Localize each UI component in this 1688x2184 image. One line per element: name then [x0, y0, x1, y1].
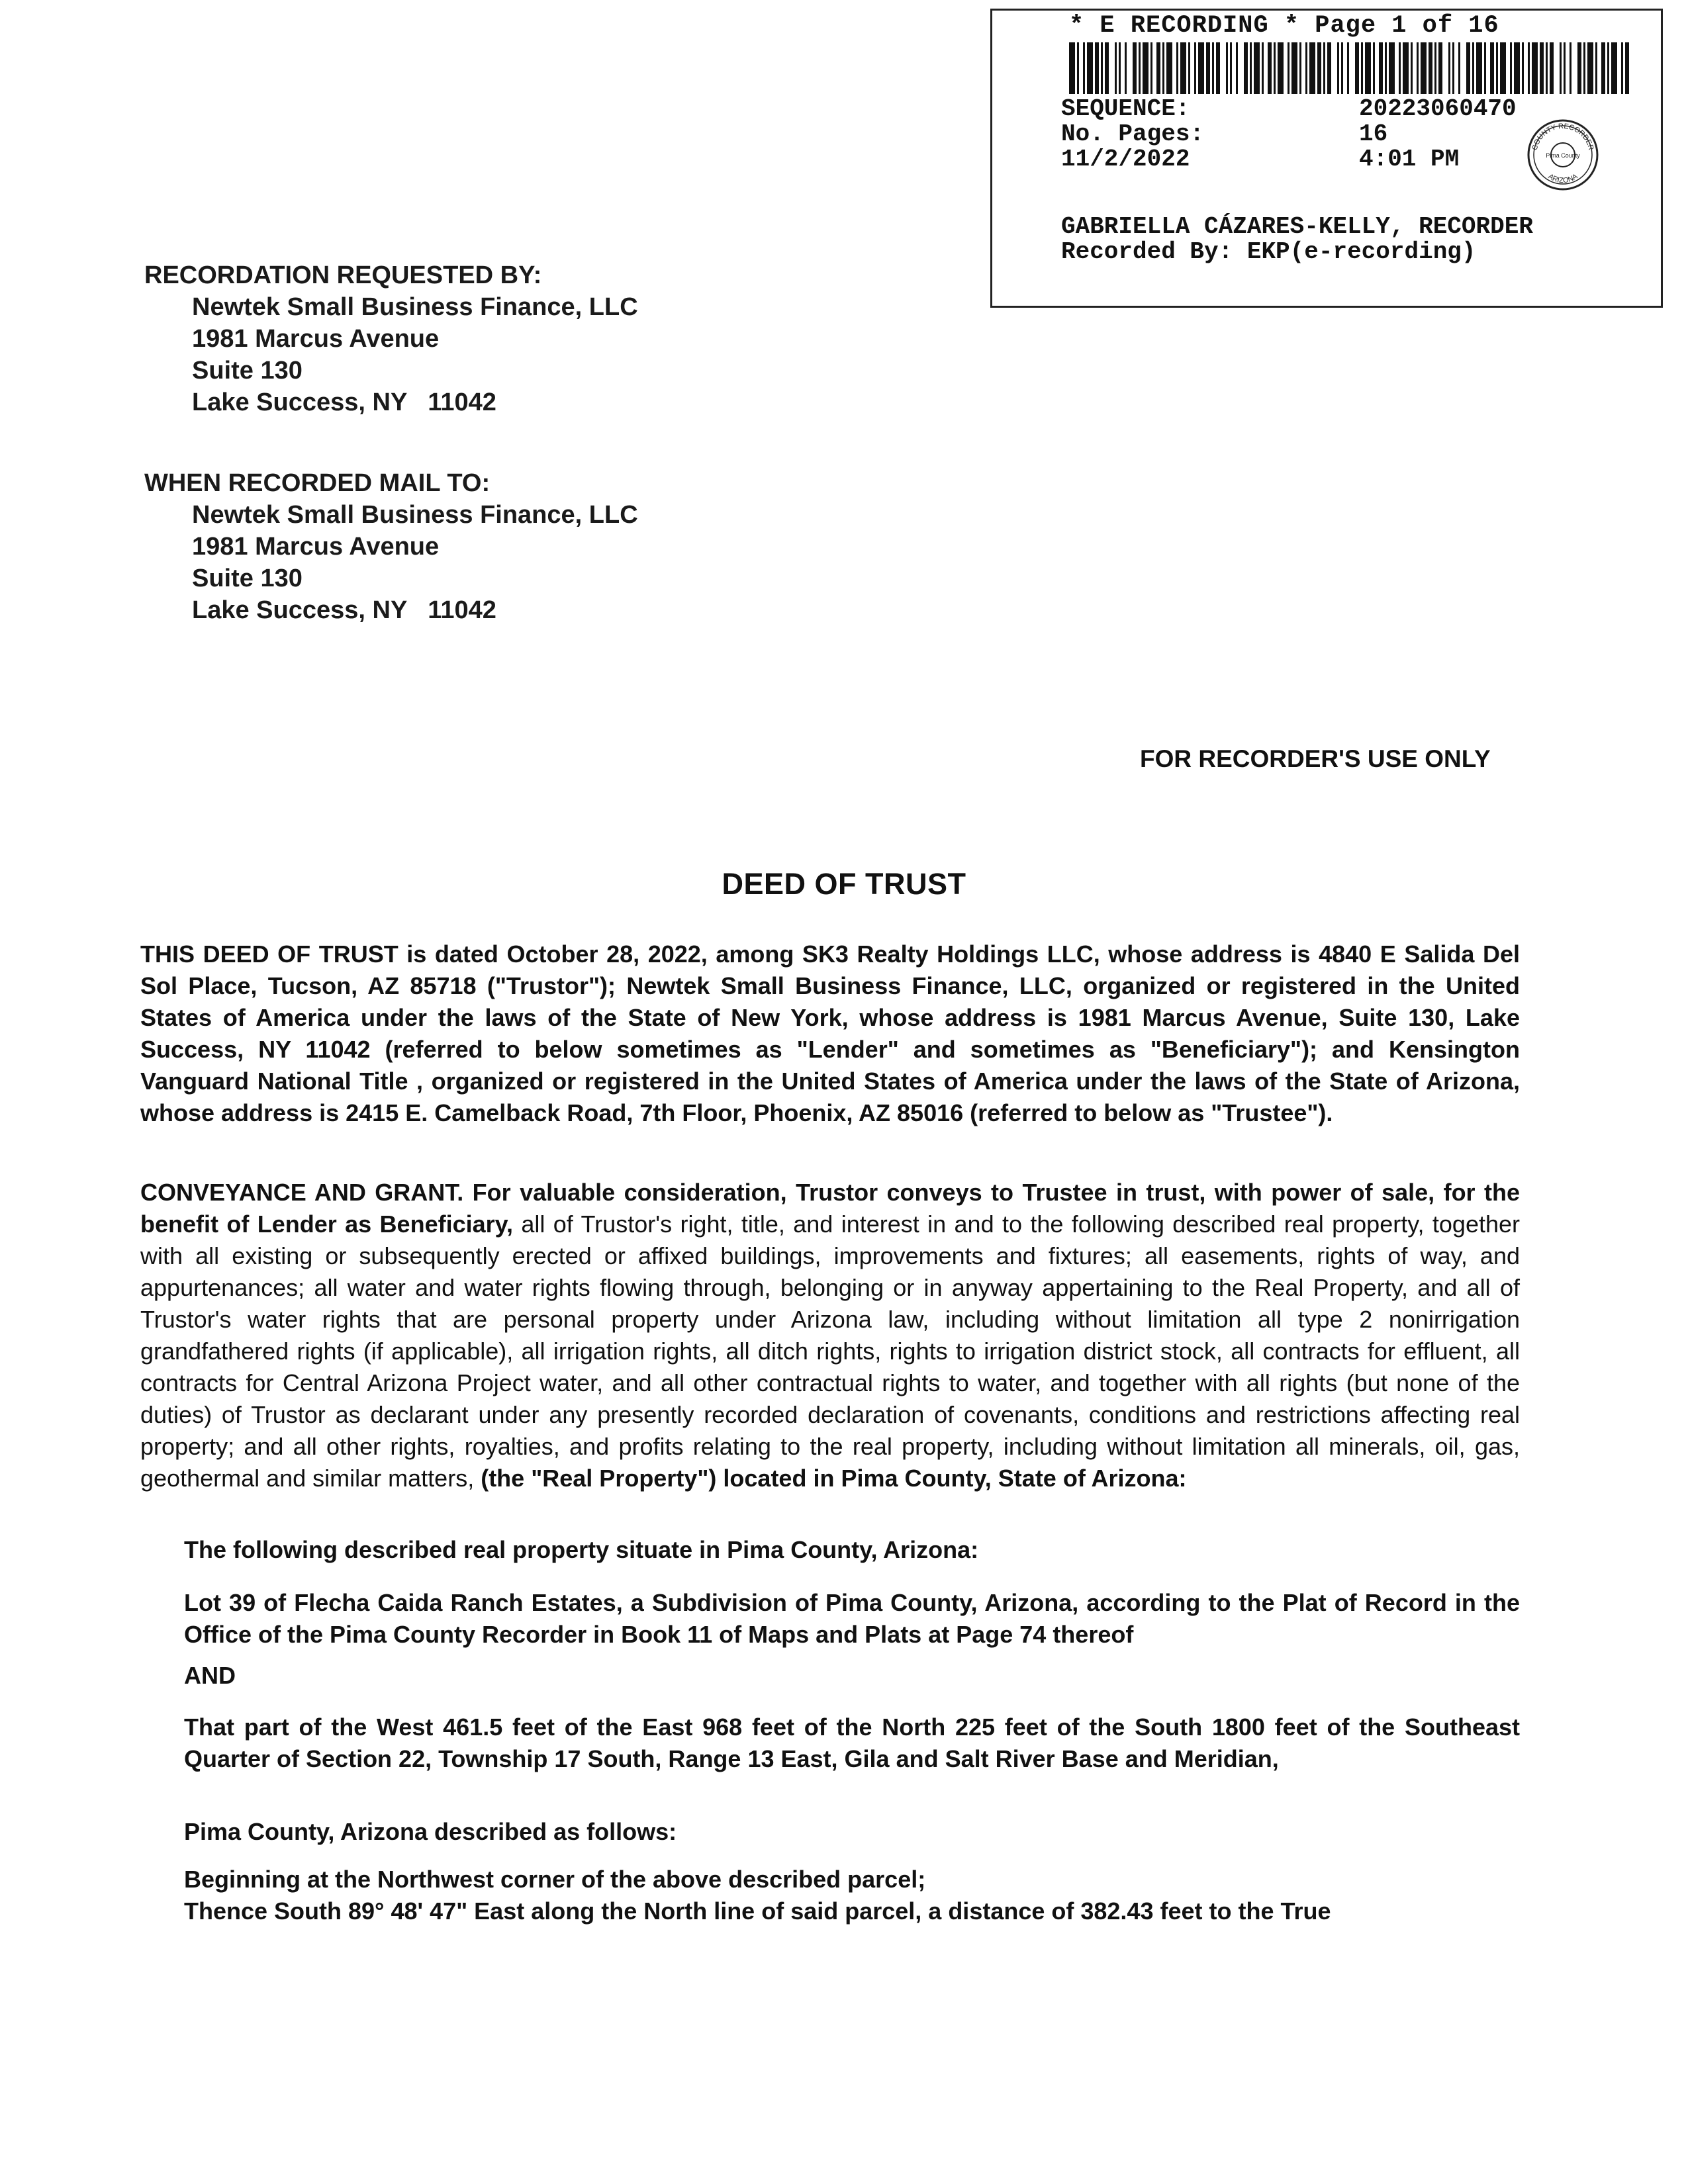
- barcode-bar: [1291, 42, 1297, 94]
- barcode-bar: [1411, 42, 1413, 94]
- barcode-bar: [1166, 42, 1172, 94]
- barcode: [1069, 42, 1629, 94]
- barcode-bar: [1317, 42, 1321, 94]
- barcode-bar: [1115, 42, 1117, 94]
- barcode-bar: [1510, 42, 1512, 94]
- sequence-value: 20223060470: [1359, 95, 1517, 122]
- county-seal-icon: [1526, 118, 1600, 192]
- recorder-name: GABRIELLA CÁZARES-KELLY, RECORDER: [1061, 213, 1533, 240]
- barcode-bar: [1490, 42, 1494, 94]
- property-lot: Lot 39 of Flecha Caida Ranch Estates, a Subdivision of Pima County, Arizona, according to the Plat of Record in the Office of the Pima County Recorder in Book 11 of Maps and Plats at Page 74 thereof: [184, 1589, 1520, 1648]
- recording-stamp: [990, 9, 1663, 308]
- seal-bottom-text: ARIZONA: [1546, 172, 1579, 185]
- barcode-bar: [1472, 42, 1474, 94]
- barcode-bar: [1105, 42, 1109, 94]
- barcode-bar: [1587, 42, 1593, 94]
- barcode-bar: [1069, 42, 1075, 94]
- requested-line-2: 1981 Marcus Avenue: [192, 325, 440, 353]
- conveyance-body: all of Trustor's right, title, and interest in and to the following described real property, together with all existing or subsequently erected or affixed buildings, improvements and fixtures; all easements, rights of way, and appurtenances; all water and water rights flowing through, belonging or in anyway appertaining to the Real Property, and all of Trustor's water rights that are personal property under Arizona law, including without limitation all type 2 nonirrigation grandfathered rights (if applicable), all irrigation rights, all ditch rights, rights to irrigation district stock, all contracts for effluent, all contracts for Central Arizona Project water, and all other contractual rights to water, and together with all rights (but none of the duties) of Trustor as declarant under any presently recorded declaration of covenants, conditions and restrictions affecting real property; and all other rights, royalties, and profits relating to the real property, including without limitation all minerals, oil, gas, geothermal and similar matters,: [140, 1210, 1521, 1492]
- barcode-bar: [1429, 42, 1432, 94]
- property-beginning: Beginning at the Northwest corner of the above described parcel;: [184, 1866, 926, 1893]
- barcode-bar: [1379, 42, 1383, 94]
- barcode-bar: [1621, 42, 1623, 94]
- barcode-bar: [1532, 42, 1538, 94]
- document-title: DEED OF TRUST: [722, 867, 966, 901]
- barcode-bar: [1309, 42, 1315, 94]
- barcode-bar: [1403, 42, 1409, 94]
- barcode-bar: [1540, 42, 1544, 94]
- requested-line-3: Suite 130: [192, 357, 303, 385]
- barcode-bar: [1355, 42, 1359, 94]
- barcode-bar: [1560, 42, 1562, 94]
- barcode-bar: [1564, 42, 1566, 94]
- barcode-bar: [1077, 42, 1079, 94]
- barcode-bar: [1500, 42, 1506, 94]
- barcode-bar: [1341, 42, 1343, 94]
- property-part: That part of the West 461.5 feet of the East 968 feet of the North 225 feet of the South 1800 feet of the Southeast Quarter of Section 22, Township 17 South, Range 13 East, Gila and Salt River Base and Meridian,: [184, 1713, 1520, 1772]
- barcode-bar: [1143, 42, 1149, 94]
- barcode-bar: [1365, 42, 1371, 94]
- barcode-bar: [1101, 42, 1103, 94]
- barcode-bar: [1194, 42, 1196, 94]
- barcode-bar: [1278, 42, 1284, 94]
- barcode-bar: [1262, 42, 1264, 94]
- barcode-bar: [1305, 42, 1307, 94]
- barcode-bar: [1162, 42, 1164, 94]
- mail-to-line-1: Newtek Small Business Finance, LLC: [192, 501, 638, 529]
- sequence-label: SEQUENCE:: [1061, 95, 1190, 122]
- barcode-bar: [1327, 42, 1331, 94]
- barcode-bar: [1188, 42, 1190, 94]
- svg-text:COUNTY RECORDER: [1531, 122, 1595, 151]
- requested-line-4: Lake Success, NY 11042: [192, 388, 496, 416]
- barcode-bar: [1595, 42, 1597, 94]
- barcode-bar: [1448, 42, 1450, 94]
- property-and: AND: [184, 1662, 236, 1689]
- barcode-bar: [1458, 42, 1460, 94]
- barcode-bar: [1347, 42, 1349, 94]
- barcode-bar: [1583, 42, 1585, 94]
- barcode-bar: [1528, 42, 1530, 94]
- barcode-bar: [1206, 42, 1210, 94]
- barcode-bar: [1607, 42, 1609, 94]
- property-intro: The following described real property situate in Pima County, Arizona:: [184, 1536, 979, 1563]
- stamp-date-row: [1061, 146, 1460, 173]
- barcode-bar: [1125, 42, 1127, 94]
- barcode-bar: [1198, 42, 1204, 94]
- barcode-bar: [1522, 42, 1524, 94]
- requested-line-1: Newtek Small Business Finance, LLC: [192, 293, 638, 321]
- barcode-bar: [1570, 42, 1571, 94]
- recordation-requested-heading: RECORDATION REQUESTED BY:: [144, 261, 542, 289]
- svg-text:ARIZONA: [1547, 172, 1579, 185]
- barcode-bar: [1139, 42, 1141, 94]
- barcode-bar: [1577, 42, 1581, 94]
- barcode-bar: [1087, 42, 1093, 94]
- barcode-bar: [1176, 42, 1178, 94]
- barcode-bar: [1421, 42, 1427, 94]
- barcode-bar: [1438, 42, 1442, 94]
- barcode-bar: [1230, 42, 1232, 94]
- intro-paragraph: THIS DEED OF TRUST is dated October 28, 2022, among SK3 Realty Holdings LLC, whose address is 4840 E Salida Del Sol Place, Tucson, AZ 85718 ("Trustor"); Newtek Small Business Finance, LLC, organized or registered in the United States of America under the laws of the State of New York, whose address is 1981 Marcus Avenue, Suite 130, Lake Success, NY 11042 (referred to below sometimes as "Lender" and sometimes as "Beneficiary"); and Kensington Vanguard National Title , organized or registered in the United States of America under the laws of the State of Arizona, whose address is 2415 E. Camelback Road, 7th Floor, Phoenix, AZ 85016 (referred to below as "Trustee").: [140, 940, 1520, 1126]
- barcode-bar: [1226, 42, 1228, 94]
- barcode-bar: [1417, 42, 1419, 94]
- barcode-bar: [1133, 42, 1137, 94]
- barcode-bar: [1476, 42, 1482, 94]
- mail-to-heading: WHEN RECORDED MAIL TO:: [144, 469, 491, 497]
- property-metes: [184, 1864, 1520, 1927]
- barcode-bar: [1611, 42, 1617, 94]
- barcode-bar: [1212, 42, 1214, 94]
- barcode-bar: [1550, 42, 1554, 94]
- barcode-bar: [1083, 42, 1085, 94]
- seal-center-text: Pima County: [1546, 152, 1580, 159]
- barcode-bar: [1299, 42, 1301, 94]
- barcode-bar: [1546, 42, 1548, 94]
- barcode-bar: [1150, 42, 1152, 94]
- stamp-header: * E RECORDING * Page 1 of 16: [1069, 12, 1499, 40]
- barcode-bar: [1268, 42, 1272, 94]
- barcode-bar: [1373, 42, 1375, 94]
- recordation-requested-block: [144, 259, 638, 418]
- barcode-bar: [1484, 42, 1486, 94]
- barcode-bar: [1389, 42, 1395, 94]
- barcode-bar: [1236, 42, 1238, 94]
- seal-top-text: COUNTY RECORDER: [1530, 122, 1595, 152]
- barcode-bar: [1250, 42, 1252, 94]
- property-thence: Thence South 89° 48' 47" East along the North line of said parcel, a distance of 382.43 feet to the True: [184, 1897, 1331, 1925]
- stamp-pages-row: [1061, 120, 1388, 148]
- stamp-sequence-row: [1061, 95, 1517, 122]
- stamp-time: 4:01 PM: [1359, 146, 1460, 173]
- mail-to-block: [144, 467, 638, 626]
- mail-to-line-3: Suite 130: [192, 565, 303, 592]
- pages-label: No. Pages:: [1061, 120, 1205, 148]
- barcode-bar: [1625, 42, 1629, 94]
- barcode-bar: [1601, 42, 1605, 94]
- barcode-bar: [1274, 42, 1276, 94]
- barcode-bar: [1180, 42, 1186, 94]
- stamp-date: 11/2/2022: [1061, 146, 1190, 173]
- recorders-use-only: FOR RECORDER'S USE ONLY: [1140, 745, 1491, 772]
- conveyance-paragraph: [140, 1177, 1520, 1494]
- barcode-bar: [1399, 42, 1401, 94]
- barcode-bar: [1323, 42, 1325, 94]
- barcode-bar: [1385, 42, 1387, 94]
- barcode-bar: [1244, 42, 1248, 94]
- mail-to-line-2: 1981 Marcus Avenue: [192, 533, 440, 561]
- barcode-bar: [1434, 42, 1436, 94]
- barcode-bar: [1466, 42, 1470, 94]
- conveyance-lead: CONVEYANCE AND GRANT. For valuable consideration, Trustor conveys to Trustee in trust, with power of sale, for the benefit of Lender as Beneficiary,: [140, 1179, 1520, 1238]
- barcode-bar: [1288, 42, 1289, 94]
- barcode-bar: [1452, 42, 1454, 94]
- barcode-bar: [1156, 42, 1160, 94]
- recorded-by: Recorded By: EKP(e-recording): [1061, 238, 1476, 265]
- barcode-bar: [1514, 42, 1520, 94]
- barcode-bar: [1216, 42, 1220, 94]
- conveyance-tail: (the "Real Property") located in Pima County, State of Arizona:: [474, 1465, 1187, 1492]
- property-county: Pima County, Arizona described as follows:: [184, 1818, 677, 1845]
- barcode-bar: [1496, 42, 1498, 94]
- barcode-bar: [1254, 42, 1260, 94]
- mail-to-line-4: Lake Success, NY 11042: [192, 596, 496, 624]
- barcode-bar: [1361, 42, 1363, 94]
- barcode-bar: [1095, 42, 1099, 94]
- barcode-bar: [1119, 42, 1121, 94]
- barcode-bar: [1337, 42, 1339, 94]
- pages-value: 16: [1359, 120, 1388, 148]
